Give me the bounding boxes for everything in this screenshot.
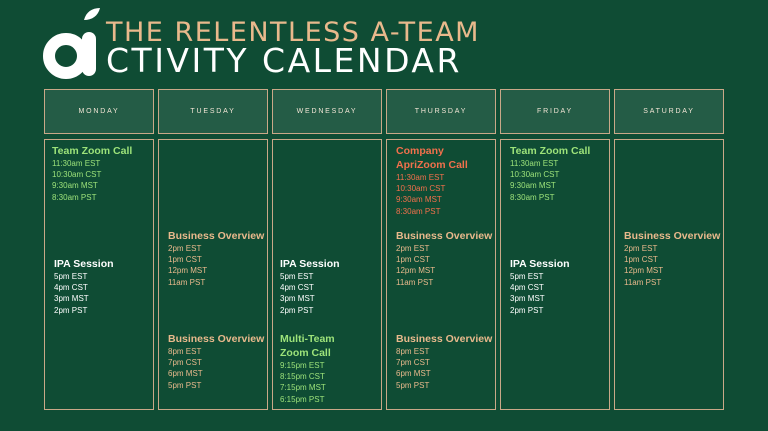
event-title: Business Overview [396, 230, 493, 242]
event-business-overview [168, 229, 264, 288]
column-saturday [614, 139, 724, 410]
event-title: Business Overview [624, 230, 721, 242]
event-time: 2pm EST [168, 244, 202, 253]
day-header-thursday: THURSDAY [386, 89, 496, 134]
event-title: Team Zoom Call [52, 145, 133, 157]
event-time: 5pm PST [396, 380, 430, 390]
event-ipa-session [510, 257, 570, 316]
event-time: 10:30am CST [510, 170, 560, 180]
event-business-overview [168, 332, 264, 391]
header-title-line1: THE RELENTLESS A-TEAM [106, 17, 480, 48]
event-time: 2pm PST [280, 305, 314, 315]
event-time: 1pm CST [168, 255, 202, 265]
event-time: 12pm MST [396, 266, 436, 276]
event-time: 11am PST [396, 277, 434, 287]
event-time: 8:15pm CST [280, 372, 325, 382]
column-monday [44, 139, 154, 410]
column-thursday [386, 139, 496, 410]
event-time: 7pm CST [168, 358, 202, 368]
event-team-zoom-call [52, 144, 132, 203]
event-time: 2pm PST [510, 305, 544, 315]
event-time: 8:30am PST [52, 192, 97, 202]
event-time: 3pm MST [510, 294, 545, 304]
event-title: ApriZoom Call [396, 159, 468, 171]
event-time: 9:15pm EST [280, 361, 325, 370]
event-title: Multi-Team [280, 333, 335, 345]
event-time: 8:30am PST [510, 192, 555, 202]
event-ipa-session [54, 257, 114, 316]
event-time: 11:30am EST [52, 159, 101, 168]
event-time: 6:15pm PST [280, 394, 325, 404]
event-title: IPA Session [280, 258, 340, 270]
event-title: Company [396, 145, 444, 157]
event-time: 8pm EST [396, 347, 430, 356]
event-time: 1pm CST [396, 255, 430, 265]
event-time: 7pm CST [396, 358, 430, 368]
event-company-aprizoom-call [396, 144, 468, 217]
event-title: IPA Session [510, 258, 570, 270]
event-time: 3pm MST [54, 294, 89, 304]
event-time: 11:30am EST [510, 159, 559, 168]
event-time: 11:30am EST [396, 173, 445, 182]
column-wednesday [272, 139, 382, 410]
event-ipa-session [280, 257, 340, 316]
event-time: 6pm MST [396, 369, 431, 379]
event-title: Business Overview [168, 230, 265, 242]
event-title: Zoom Call [280, 347, 331, 359]
day-header-saturday: SATURDAY [614, 89, 724, 134]
event-time: 11am PST [168, 277, 206, 287]
event-title: Business Overview [168, 333, 265, 345]
event-time: 2pm PST [54, 305, 88, 315]
event-title: Business Overview [396, 333, 493, 345]
day-header-tuesday: TUESDAY [158, 89, 268, 134]
column-tuesday [158, 139, 268, 410]
event-time: 6pm MST [168, 369, 203, 379]
event-business-overview [396, 229, 492, 288]
event-time: 1pm CST [624, 255, 658, 265]
event-time: 2pm EST [396, 244, 430, 253]
day-header-friday: FRIDAY [500, 89, 610, 134]
event-time: 9:30am MST [52, 181, 98, 191]
event-time: 9:30am MST [510, 181, 556, 191]
event-time: 10:30am CST [396, 184, 446, 194]
event-time: 12pm MST [624, 266, 664, 276]
event-team-zoom-call [510, 144, 590, 203]
event-time: 5pm EST [54, 272, 88, 281]
day-header-monday: MONDAY [44, 89, 154, 134]
event-business-overview [396, 332, 492, 391]
event-multi-team-zoom-call [280, 332, 335, 405]
event-time: 12pm MST [168, 266, 208, 276]
event-time: 4pm CST [54, 283, 88, 293]
event-time: 8pm EST [168, 347, 202, 356]
event-time: 10:30am CST [52, 170, 102, 180]
event-time: 9:30am MST [396, 195, 442, 205]
event-time: 8:30am PST [396, 206, 441, 216]
event-time: 5pm EST [280, 272, 314, 281]
event-time: 2pm EST [624, 244, 658, 253]
event-business-overview [624, 229, 720, 288]
event-time: 3pm MST [280, 294, 315, 304]
header-title-line2: CTIVITY CALENDAR [106, 41, 462, 80]
event-time: 4pm CST [510, 283, 544, 293]
event-time: 7:15pm MST [280, 383, 326, 393]
a-team-logo-icon [40, 6, 104, 80]
event-time: 5pm PST [168, 380, 202, 390]
event-time: 4pm CST [280, 283, 314, 293]
event-title: IPA Session [54, 258, 114, 270]
event-time: 11am PST [624, 277, 662, 287]
day-header-wednesday: WEDNESDAY [272, 89, 382, 134]
column-friday [500, 139, 610, 410]
event-title: Team Zoom Call [510, 145, 591, 157]
event-time: 5pm EST [510, 272, 544, 281]
